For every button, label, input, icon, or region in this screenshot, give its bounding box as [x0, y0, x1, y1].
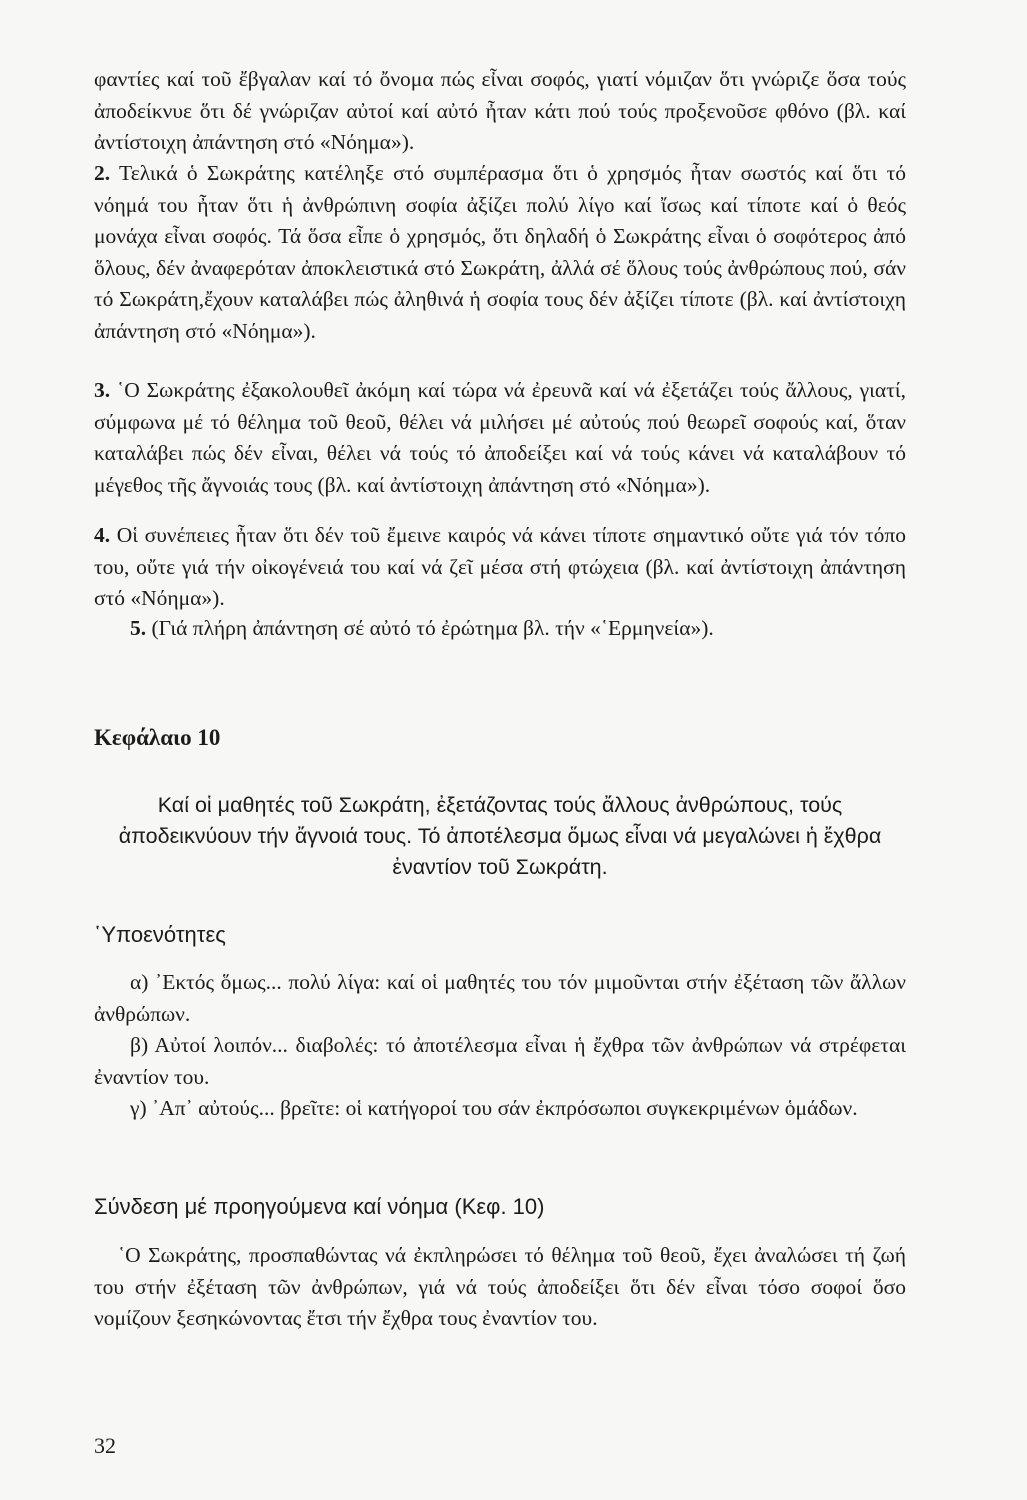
subunit-item: γ) ᾿Απ᾿ αὐτούς... βρεῖτε: οἱ κατήγοροί του σάν ἐκπρόσωποι συγκεκριμένων ὁμάδων.: [130, 1096, 858, 1120]
subunit-item: α) ᾿Εκτός ὅμως... πολύ λίγα: καί οἱ μαθητές του τόν μιμοῦνται στήν ἐξέταση τῶν ἄλλων ἀνθρώπων.: [94, 970, 906, 1026]
subunits-list: [94, 967, 906, 1125]
answer-2: [94, 158, 906, 347]
answer-3: [94, 375, 906, 501]
answer-text: Τελικά ὁ Σωκράτης κατέληξε στό συμπέρασμα ὅτι ὁ χρησμός ἦταν σωστός καί ὅτι τό νόημά του ἦταν ὅτι ἡ ἀνθρώπινη σοφία ἀξίζει πολύ λίγο καί ἴσως καί τίποτε καί ὁ θεός μονάχα εἶναι σοφός. Τά ὅσα εἶπε ὁ χρησμός, ὅτι δηλαδή ὁ Σωκράτης εἶναι ὁ σοφότερος ἀπό ὅλους, δέν ἀναφερόταν ἀποκλειστικά στό Σωκράτη, ἀλλά σέ ὅλους τούς ἀνθρώπους πού, σάν τό Σωκράτη,ἔχουν καταλάβει πώς ἀληθινά ἡ σοφία τους δέν ἀξίζει τίποτε (βλ. καί ἀντίστοιχη ἀπάντηση στό «Νόημα»).: [94, 161, 906, 343]
answer-text: ῾Ο Σωκράτης ἐξακολουθεῖ ἀκόμη καί τώρα νά ἐρευνᾶ καί νά ἐξετάζει τούς ἄλλους, γιατί, σύμφωνα μέ τό θέλημα τοῦ θεοῦ, θέλει νά μιλήσει μέ αὐτούς πού θεωρεῖ σοφούς καί, ὅταν καταλάβει πώς δέν εἶναι, θέλει νά τούς τό ἀποδείξει καί νά τούς κάνει νά καταλάβουν τό μέγεθος τῆς ἄγνοιάς τους (βλ. καί ἀντίστοιχη ἀπάντηση στό «Νόημα»).: [94, 378, 906, 497]
answer-text: (Γιά πλήρη ἀπάντηση σέ αὐτό τό ἐρώτημα βλ. τήν «῾Ερμηνεία»).: [151, 616, 714, 640]
answer-4: [94, 520, 906, 615]
chapter-title: Κεφάλαιο 10: [94, 725, 221, 750]
connection-heading: Σύνδεση μέ προηγούμενα καί νόημα (Κεφ. 10): [94, 1194, 545, 1219]
chapter-summary: Καί οἱ μαθητές τοῦ Σωκράτη, ἐξετάζοντας τούς ἄλλους ἀνθρώπους, τούς ἀποδεικνύουν τήν ἄγνοιά τους. Τό ἀποτέλεσμα ὅμως εἶναι νά μεγαλώνει ἡ ἔχθρα ἐναντίον τοῦ Σωκράτη.: [118, 793, 882, 879]
connection-text: ῾Ο Σωκράτης, προσπαθώντας νά ἐκπληρώσει τό θέλημα τοῦ θεοῦ, ἔχει ἀναλώσει τή ζωή του στήν ἐξέταση τῶν ἀνθρώπων, γιά νά τούς ἀποδείξει ὅτι δέν εἶναι τόσο σοφοί ὅσο νομίζουν ξεσηκώνοντας ἔτσι τήν ἔχθρα τους ἐναντίον του.: [94, 1243, 906, 1330]
answer-number: 4.: [94, 523, 111, 547]
answer-number: 2.: [94, 161, 111, 185]
answer-number: 5.: [130, 616, 147, 640]
answer-number: 3.: [94, 378, 111, 402]
paragraph-text: φαντίες καί τοῦ ἔβγαλαν καί τό ὄνομα πώς εἶναι σοφός, γιατί νόμιζαν ὅτι γνώριζε ὅσα τούς ἀποδείκνυε ὅτι δέ γνώριζαν αὐτοί καί αὐτό ἦταν κάτι πού τούς προξενοῦσε φθόνο (βλ. καί ἀντίστοιχη ἀπάντηση στό «Νόημα»).: [94, 67, 906, 154]
continued-paragraph: [94, 64, 906, 159]
subunit-item: β) Αὐτοί λοιπόν... διαβολές: τό ἀποτέλεσμα εἶναι ἡ ἔχθρα τῶν ἀνθρώπων νά στρέφεται ἐναντίον του.: [94, 1033, 906, 1089]
answer-5: [130, 613, 906, 645]
subunits-heading: ῾Υποενότητες: [94, 922, 226, 947]
answer-text: Οἱ συνέπειες ἦταν ὅτι δέν τοῦ ἔμεινε καιρός νά κάνει τίποτε σημαντικό οὔτε γιά τόν τόπο του, οὔτε γιά τήν οἰκογένειά του καί νά ζεῖ μέσα στή φτώχεια (βλ. καί ἀντίστοιχη ἀπάντηση στό «Νόημα»).: [94, 523, 907, 610]
page-number: 32: [94, 1433, 116, 1458]
connection-paragraph: [94, 1240, 906, 1335]
